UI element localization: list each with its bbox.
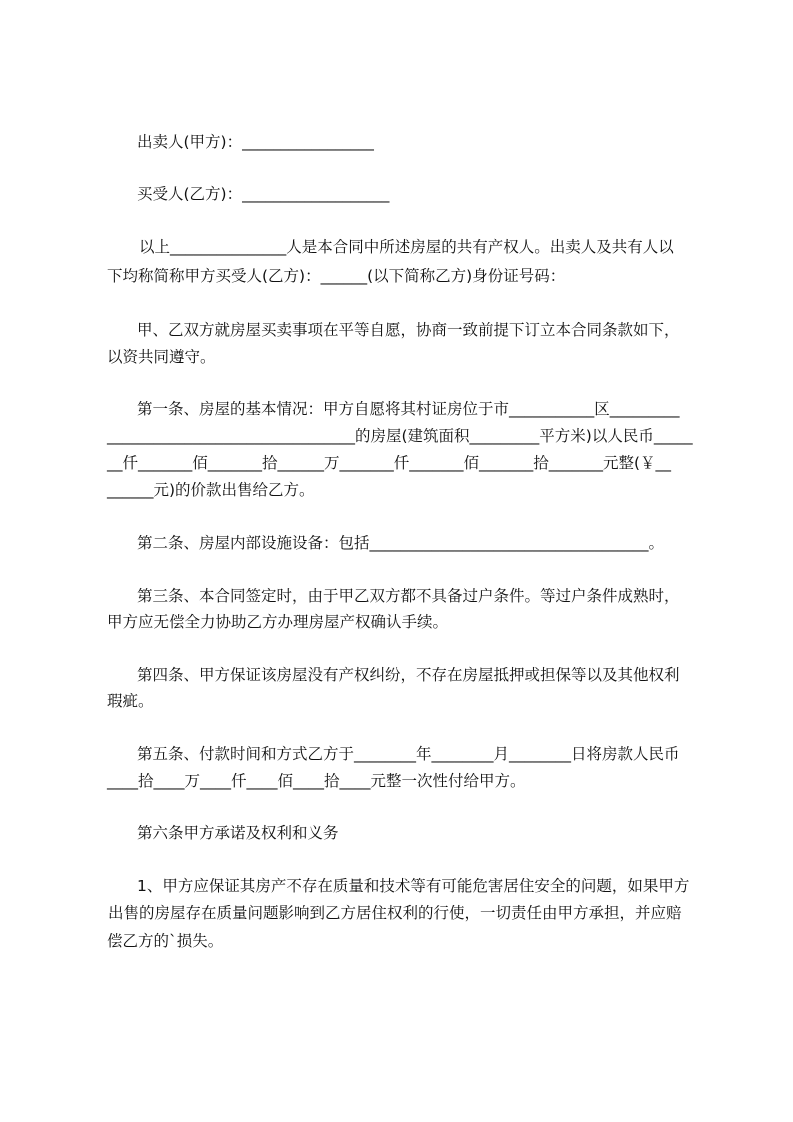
- text-line: 瑕疵。: [107, 692, 154, 710]
- text-line: 以上_______________人是本合同中所述房屋的共有产权人。出卖人及共有人以: [139, 238, 674, 256]
- text-line: ______元)的价款出售给乙方。: [107, 481, 315, 499]
- text-line: 出售的房屋存在质量问题影响到乙方居住权利的行使，一切责任由甲方承担，并应赔: [108, 904, 682, 922]
- text-line: 第二条、房屋内部设施设备：包括____________________________________。: [137, 534, 665, 552]
- text-line: ____拾____万____仟____佰____拾____元整一次性付给甲方。: [107, 772, 526, 790]
- text-line: 以资共同遵守。: [107, 348, 216, 366]
- text-line: 甲方应无偿全力协助乙方办理房屋产权确认手续。: [107, 613, 449, 631]
- text-line: 甲、乙双方就房屋买卖事项在平等自愿，协商一致前提下订立本合同条款如下，: [137, 321, 680, 339]
- buyer-line: 买受人(乙方)：___________________: [137, 185, 390, 203]
- text-line: 偿乙方的`损失。: [107, 932, 224, 950]
- text-line: 1、甲方应保证其房产不存在质量和技术等有可能危害居住安全的问题，如果甲方: [137, 877, 690, 895]
- text-line: 第四条、甲方保证该房屋没有产权纠纷，不存在房屋抵押或担保等以及其他权利: [137, 666, 680, 684]
- text-line: 第一条、房屋的基本情况：甲方自愿将其村证房位于市___________区_________: [137, 400, 680, 418]
- text-line: __仟_______佰_______拾______万_______仟_______佰_______拾_______元整(￥__: [107, 454, 672, 472]
- text-line: ________________________________的房屋(建筑面积_________平方米)以人民币_____: [107, 427, 693, 445]
- seller-line: 出卖人(甲方)：_________________: [137, 133, 374, 151]
- text-line: 第三条、本合同签定时，由于甲乙双方都不具备过户条件。等过户条件成熟时，: [137, 587, 680, 605]
- text-line: 下均称简称甲方买受人(乙方)：______(以下简称乙方)身份证号码：: [107, 267, 566, 285]
- section-heading: 第六条甲方承诺及权利和义务: [137, 824, 339, 842]
- text-line: 第五条、付款时间和方式乙方于________年________月________日将房款人民币: [137, 745, 680, 763]
